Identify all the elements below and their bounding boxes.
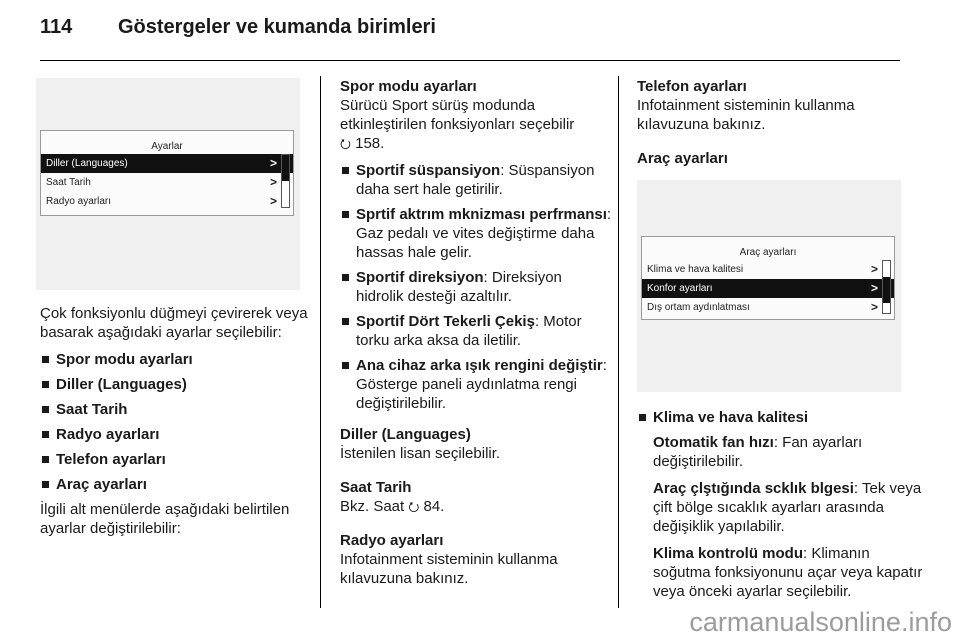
list-item: Sprtif aktrım mknizması perfrmansı: Gaz pedalı ve vites değiştirme daha hassas hale gelir. — [340, 205, 612, 262]
outro-text: İlgili alt menülerde aşağıdaki belirtilen ayarlar değiştirilebilir: — [40, 501, 290, 537]
sport-options-list — [340, 161, 612, 413]
screen-scrollbar — [281, 154, 290, 208]
section-heading: Spor modu ayarları — [340, 78, 477, 95]
settings-screen-illustration — [36, 78, 300, 290]
section-heading: Telefon ayarları — [637, 78, 747, 95]
screen-row: Diller (Languages) > — [41, 154, 293, 173]
list-item: Telefon ayarları — [40, 450, 308, 469]
page-number: 114 — [40, 16, 73, 38]
screen-scrollbar — [882, 260, 891, 314]
intro-text: Çok fonksiyonlu düğmeyi çevirerek veya basarak aşağıdaki ayarlar seçilebilir: — [40, 305, 308, 341]
screen-title: Ayarlar — [151, 141, 183, 152]
arrow-ref-icon: ⭮ — [340, 136, 351, 151]
list-item: Araç ayarları — [40, 475, 308, 494]
paragraph: Sürücü Sport sürüş modunda etkinleştirilen fonksiyonları seçebilir ⭮ 158. — [340, 97, 575, 152]
screen-row: Konfor ayarları > — [642, 279, 894, 298]
settings-list — [40, 350, 308, 494]
paragraph: İstenilen lisan seçilebilir. — [340, 445, 501, 462]
chevron-right-icon: > — [870, 281, 878, 295]
section-heading: Radyo ayarları — [340, 532, 444, 549]
paragraph: Infotainment sisteminin kullanma kılavuzuna bakınız. — [340, 551, 558, 587]
settings-screen — [40, 130, 294, 216]
column-3 — [637, 77, 927, 601]
paragraph: Infotainment sisteminin kullanma kılavuzuna bakınız. — [637, 97, 855, 133]
chevron-right-icon: > — [269, 156, 277, 170]
list-item: Sportif direksiyon: Direksiyon hidrolik desteği azaltılır. — [340, 268, 612, 306]
list-item: Sportif süspansiyon: Süspansiyon daha sert hale getirilir. — [340, 161, 612, 199]
section-heading: Saat Tarih — [340, 479, 412, 496]
list-item: Sportif Dört Tekerli Çekiş: Motor torku arka aksa da iletilir. — [340, 312, 612, 350]
paragraph: Klima kontrolü modu: Klimanın soğutma fonksiyonunu açar veya kapatır veya önceki ayarlar seçilebilir. — [653, 545, 923, 600]
header-rule — [40, 60, 900, 61]
sub-options — [637, 433, 927, 601]
list-item: Klima ve hava kalitesi — [637, 408, 927, 427]
list-item: Spor modu ayarları — [40, 350, 308, 369]
column-divider-1 — [320, 76, 321, 608]
column-2 — [340, 77, 612, 588]
chevron-right-icon: > — [269, 194, 277, 208]
list-item: Radyo ayarları — [40, 425, 308, 444]
list-item: Ana cihaz arka ışık rengini değiştir: Gösterge paneli aydınlatma rengi değiştirilebilir. — [340, 356, 612, 413]
list-item: Saat Tarih — [40, 400, 308, 419]
paragraph: Otomatik fan hızı: Fan ayarları değiştirilebilir. — [653, 434, 863, 470]
screen-row: Saat Tarih > — [41, 173, 293, 192]
page-header — [40, 16, 436, 39]
screen-row: Radyo ayarları > — [41, 192, 293, 211]
screen-row: Klima ve hava kalitesi > — [642, 260, 894, 279]
watermark: carmanualsonline.info — [689, 607, 952, 637]
column-1 — [40, 78, 308, 538]
chevron-right-icon: > — [269, 175, 277, 189]
column-divider-2 — [618, 76, 619, 608]
section-heading: Araç ayarları — [637, 150, 728, 167]
paragraph: Bkz. Saat ⭮ 84. — [340, 498, 445, 515]
vehicle-settings-illustration — [637, 180, 901, 392]
chevron-right-icon: > — [870, 262, 878, 276]
chevron-right-icon: > — [870, 300, 878, 314]
list-item: Diller (Languages) — [40, 375, 308, 394]
screen-row: Dış ortam aydınlatması > — [642, 298, 894, 317]
section-heading: Diller (Languages) — [340, 426, 471, 443]
screen-title: Araç ayarları — [739, 247, 797, 258]
vehicle-settings-screen — [641, 236, 895, 320]
vehicle-settings-list — [637, 408, 927, 427]
paragraph: Araç çlştığında scklık blgesi: Tek veya çift bölge sıcaklık ayarları arasında değişiklik yapılabilir. — [653, 480, 922, 535]
arrow-ref-icon: ⭮ — [408, 499, 420, 514]
page-title: Göstergeler ve kumanda birimleri — [118, 16, 436, 38]
